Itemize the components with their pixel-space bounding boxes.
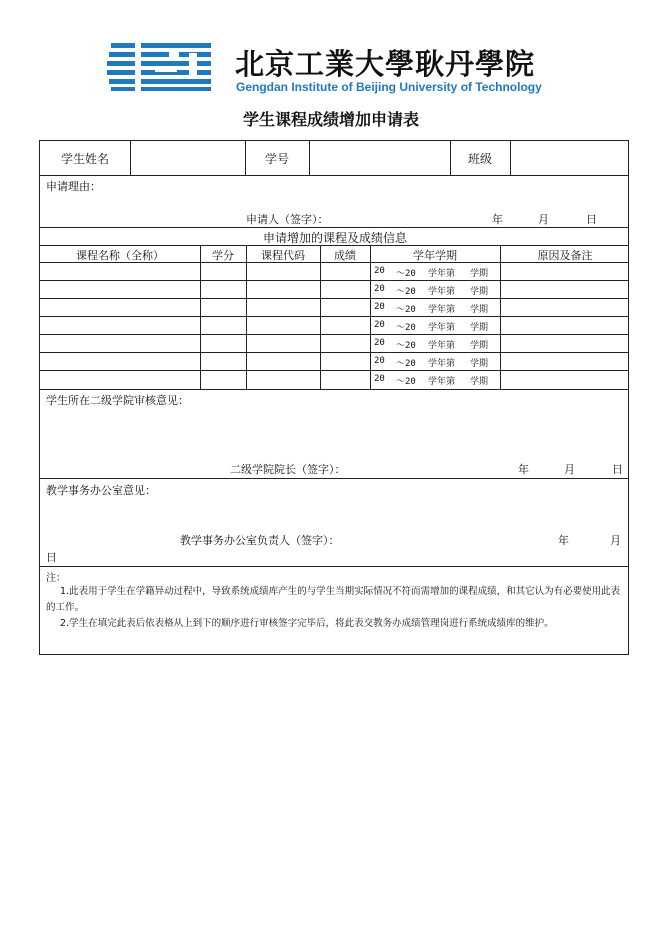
class-label: 班级 (467, 152, 492, 166)
office-review-field[interactable] (46, 497, 622, 527)
dean-signature-label: 二级学院院长（签字）： (230, 463, 346, 476)
student-id-label: 学号 (264, 152, 289, 166)
column-header-course-code: 课程代码 (261, 249, 305, 262)
notes-label: 注： (46, 573, 66, 584)
school-name-en: Gengdan Institute of Beijing University of Technology (236, 80, 542, 94)
term-year-mid: ～20 (396, 269, 416, 279)
college-month-label: 月 (564, 463, 575, 476)
college-year-label: 年 (518, 463, 529, 476)
applicant-signature-label: 申请人（签字）： (246, 213, 329, 226)
office-head-signature-label: 教学事务办公室负责人（签字）： (180, 534, 340, 547)
student-name-field[interactable] (131, 141, 245, 174)
term-label: 学期 (470, 287, 489, 297)
school-logo-icon (105, 39, 217, 93)
term-label: 学期 (470, 323, 489, 333)
course-section-title: 申请增加的课程及成绩信息 (262, 231, 407, 245)
term-year-label: 学年第 (428, 269, 456, 279)
page-header (105, 36, 575, 98)
college-review-field[interactable] (46, 407, 622, 457)
term-year-prefix: 20 (374, 284, 385, 294)
term-year-mid: ～20 (396, 341, 416, 351)
term-label: 学期 (470, 359, 489, 369)
term-year-label: 学年第 (428, 323, 456, 333)
application-form (39, 140, 629, 655)
term-year-mid: ～20 (396, 305, 416, 315)
student-id-field[interactable] (310, 141, 450, 174)
class-field[interactable] (511, 141, 629, 174)
term-label: 学期 (470, 377, 489, 387)
term-year-prefix: 20 (374, 356, 385, 366)
term-year-label: 学年第 (428, 341, 456, 351)
note-item: 1.此表用于学生在学籍异动过程中，导致系统成绩库产生的与学生当期实际情况不符而需增加的课程成绩，和其它认为有必要使用此表的工作。 (46, 586, 621, 613)
term-year-label: 学年第 (428, 287, 456, 297)
office-day-label: 日 (46, 551, 57, 564)
form-title: 学生课程成绩增加申请表 (242, 110, 419, 129)
office-review-label: 教学事务办公室意见： (46, 484, 156, 497)
term-year-prefix: 20 (374, 266, 385, 276)
term-year-mid: ～20 (396, 323, 416, 333)
column-header-score: 成绩 (334, 249, 356, 262)
term-year-prefix: 20 (374, 302, 385, 312)
term-year-prefix: 20 (374, 374, 385, 384)
term-year-label: 学年第 (428, 305, 456, 315)
college-review-label: 学生所在二级学院审核意见： (46, 394, 189, 407)
reason-label: 申请理由： (46, 180, 101, 193)
term-year-label: 学年第 (428, 359, 456, 369)
reason-month-label: 月 (538, 213, 549, 226)
college-day-label: 日 (612, 463, 623, 476)
office-year-label: 年 (558, 534, 569, 547)
term-label: 学期 (470, 341, 489, 351)
term-year-mid: ～20 (396, 287, 416, 297)
column-header-credit: 学分 (212, 249, 234, 262)
term-year-prefix: 20 (374, 320, 385, 330)
term-year-mid: ～20 (396, 377, 416, 387)
column-header-course-name: 课程名称（全称） (76, 249, 164, 262)
term-label: 学期 (470, 269, 489, 279)
column-header-remarks: 原因及备注 (537, 249, 593, 262)
reason-day-label: 日 (586, 213, 597, 226)
reason-year-label: 年 (492, 213, 503, 226)
office-month-label: 月 (610, 534, 621, 547)
column-header-term: 学年学期 (413, 249, 457, 262)
student-name-label: 学生姓名 (60, 152, 109, 166)
term-year-label: 学年第 (428, 377, 456, 387)
term-year-prefix: 20 (374, 338, 385, 348)
reason-field[interactable] (46, 191, 622, 207)
term-label: 学期 (470, 305, 489, 315)
school-name-cn: 北京工業大學耿丹學院 (235, 47, 536, 81)
note-item: 2.学生在填完此表后依表格从上到下的顺序进行审核签字完毕后，将此表交教务办成绩管理岗进行系统成绩库的维护。 (60, 618, 554, 629)
term-year-mid: ～20 (396, 359, 416, 369)
